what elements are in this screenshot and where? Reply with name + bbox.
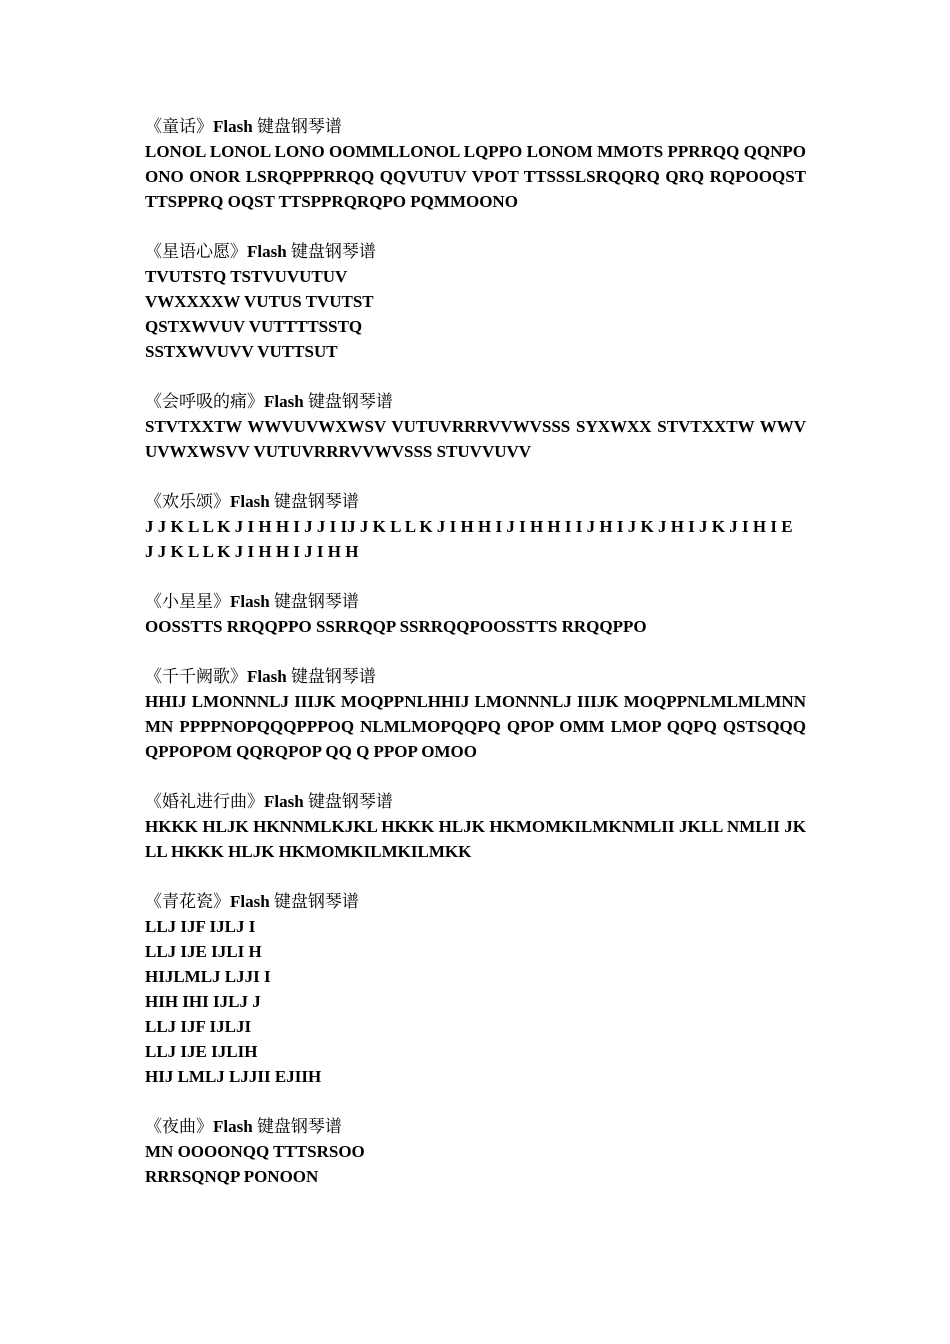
notes-line: HIJLMLJ LJJI I: [145, 967, 271, 986]
score-section: [145, 664, 806, 764]
notes-line: OOSSTTS RRQQPPO SSRRQQP SSRRQQPOOSSTTS RRQQPPO: [145, 617, 647, 636]
notes-line: VWXXXXW VUTUS TVUTST: [145, 292, 374, 311]
notes-line: QSTXWVUV VUTTTTSSTQ: [145, 317, 363, 336]
score-section: [145, 239, 806, 364]
score-section: [145, 789, 806, 864]
notes-line: HIH IHI IJLJ J: [145, 992, 261, 1011]
notes-line: HKKK HLJK HKNNMLKJKL HKKK HLJK HKMOMKILMKNMLII JKLL NMLII JKLL HKKK HLJK HKMOMKILMKILMKK: [145, 817, 806, 861]
notes-line: SSTXWVUVV VUTTSUT: [145, 342, 338, 361]
score-section: [145, 1114, 806, 1189]
notes-line: TVUTSTQ TSTVUVUTUV: [145, 267, 348, 286]
section-title: 《欢乐颂》Flash 键盘钢琴谱: [145, 492, 359, 511]
section-title: 《星语心愿》Flash 键盘钢琴谱: [145, 242, 376, 261]
score-section: [145, 489, 806, 564]
score-section: [145, 389, 806, 464]
notes-line: LLJ IJF IJLJ I: [145, 917, 256, 936]
section-title: 《童话》Flash 键盘钢琴谱: [145, 117, 342, 136]
notes-line: STVTXXTW WWVUVWXWSV VUTUVRRRVVWVSSS SYXWXX STVTXXTW WWVUVWXWSVV VUTUVRRRVVWVSSS STUVVUVV: [145, 417, 806, 461]
notes-line: J J K L L K J I H H I J I H H: [145, 542, 359, 561]
section-title: 《夜曲》Flash 键盘钢琴谱: [145, 1117, 342, 1136]
section-title: 《千千阙歌》Flash 键盘钢琴谱: [145, 667, 376, 686]
notes-line: HHIJ LMONNNLJ IIIJK MOQPPNLHHIJ LMONNNLJ IIIJK MOQPPNLMLMLMNNMN PPPPNOPQQQPPPOQ NLMLMOPQQPQ QPOP OMM LMOP QQPQ QSTSQQQQPPOPOM QQRQPOP QQ Q PPOP OMOO: [145, 692, 806, 761]
notes-line: RRRSQNQP PONOON: [145, 1167, 319, 1186]
notes-line: LLJ IJE IJLIH: [145, 1042, 258, 1061]
notes-line: MN OOOONQQ TTTSRSOO: [145, 1142, 365, 1161]
score-section: [145, 589, 806, 639]
section-title: 《青花瓷》Flash 键盘钢琴谱: [145, 892, 359, 911]
notes-line: LLJ IJE IJLI H: [145, 942, 262, 961]
notes-line: LONOL LONOL LONO OOMMLLONOL LQPPO LONOM MMOTS PPRRQQ QQNPOONO ONOR LSRQPPPRRQQ QQVUTUV VPOT TTSSSLSRQQRQ QRQ RQPOOQST TTSPPRQ OQST TTSPPRQRQPO PQMMOONO: [145, 142, 806, 211]
notes-line: J J K L L K J I H H I J J I IJ J K L L K J I H H I J I H H I I J H I J K J H I J K J I H I E: [145, 517, 793, 536]
section-title: 《小星星》Flash 键盘钢琴谱: [145, 592, 359, 611]
score-section: [145, 889, 806, 1089]
notes-line: HIJ LMLJ LJJII EJIIH: [145, 1067, 322, 1086]
score-section: [145, 114, 806, 214]
section-title: 《婚礼进行曲》Flash 键盘钢琴谱: [145, 792, 393, 811]
document-page: [145, 114, 806, 1214]
notes-line: LLJ IJF IJLJI: [145, 1017, 252, 1036]
section-title: 《会呼吸的痛》Flash 键盘钢琴谱: [145, 392, 393, 411]
